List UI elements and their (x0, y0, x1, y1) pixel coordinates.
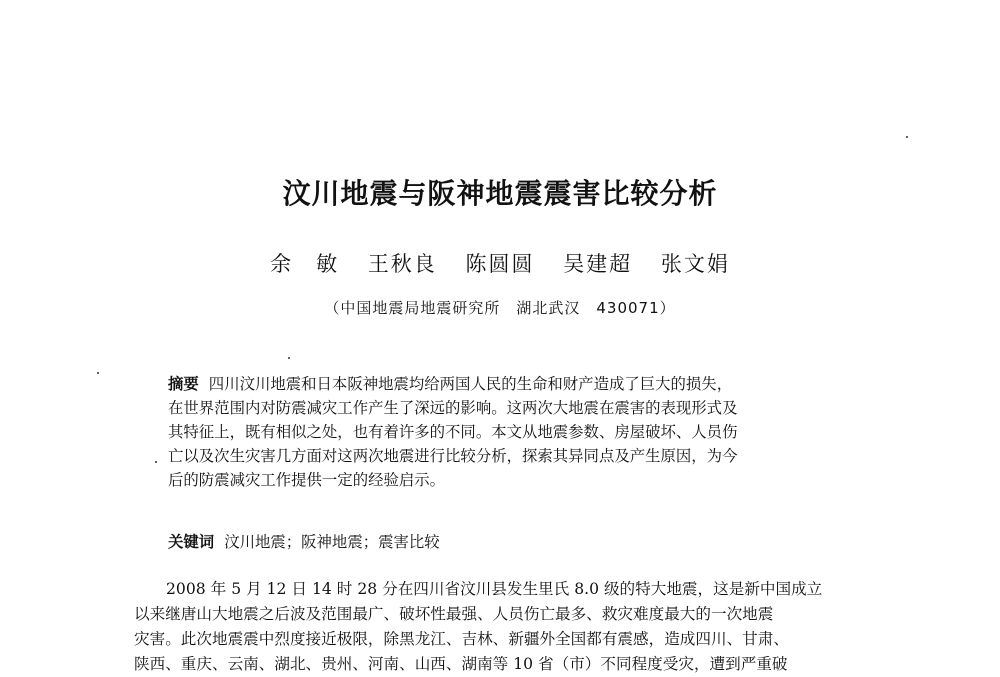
author-name: 陈圆圆 (465, 252, 535, 276)
keywords (168, 530, 840, 552)
abstract-line: 其特征上，既有相似之处，也有着许多的不同。本文从地震参数、房屋破坏、人员伤 (168, 423, 738, 441)
body-line: 灾害。此次地震震中烈度接近极限，除黑龙江、吉林、新疆外全国都有震感，造成四川、甘肃、 (134, 630, 789, 648)
scan-speck (288, 357, 290, 359)
abstract-line: 亡以及次生灾害几方面对这两次地震进行比较分析，探索其异同点及产生原因，为今 (168, 447, 738, 465)
author-name: 余 敏 (270, 252, 340, 276)
author-name: 张文娟 (660, 252, 730, 276)
body-text (134, 577, 874, 677)
affiliation: （中国地震局地震研究所 湖北武汉 430071） (324, 299, 676, 317)
abstract-line: 在世界范围内对防震减灾工作产生了深远的影响。这两次大地震在震害的表现形式及 (168, 399, 738, 417)
abstract-text: 四川汶川地震和日本阪神地震均给两国人民的生命和财产造成了巨大的损失， (208, 375, 733, 393)
body-line: 2008 年 5 月 12 日 14 时 28 分在四川省汶川县发生里氏 8.0 级的特大地震，这是新中国成立 (166, 580, 823, 598)
abstract-heading: 摘要 (168, 375, 199, 393)
body-line: 以来继唐山大地震之后波及范围最广、破坏性最强、人员伤亡最多、救灾难度最大的一次地震 (134, 605, 774, 623)
abstract-line (168, 372, 840, 396)
abstract-line: 后的防震减灾工作提供一定的经验启示。 (168, 471, 446, 489)
abstract (168, 372, 840, 492)
scan-speck (97, 372, 99, 374)
scan-speck (155, 461, 157, 463)
scan-speck (906, 136, 908, 138)
paper-title: 汶川地震与阪神地震震害比较分析 (282, 177, 718, 210)
author-name: 吴建超 (563, 252, 633, 276)
author-list (0, 248, 1000, 278)
keywords-heading: 关键词 (168, 533, 215, 551)
author-name: 王秋良 (367, 252, 437, 276)
body-line: 陕西、重庆、云南、湖北、贵州、河南、山西、湖南等 10 省（市）不同程度受灾，遭到严重破 (134, 655, 788, 673)
keywords-text: 汶川地震；阪神地震；震害比较 (224, 533, 440, 551)
